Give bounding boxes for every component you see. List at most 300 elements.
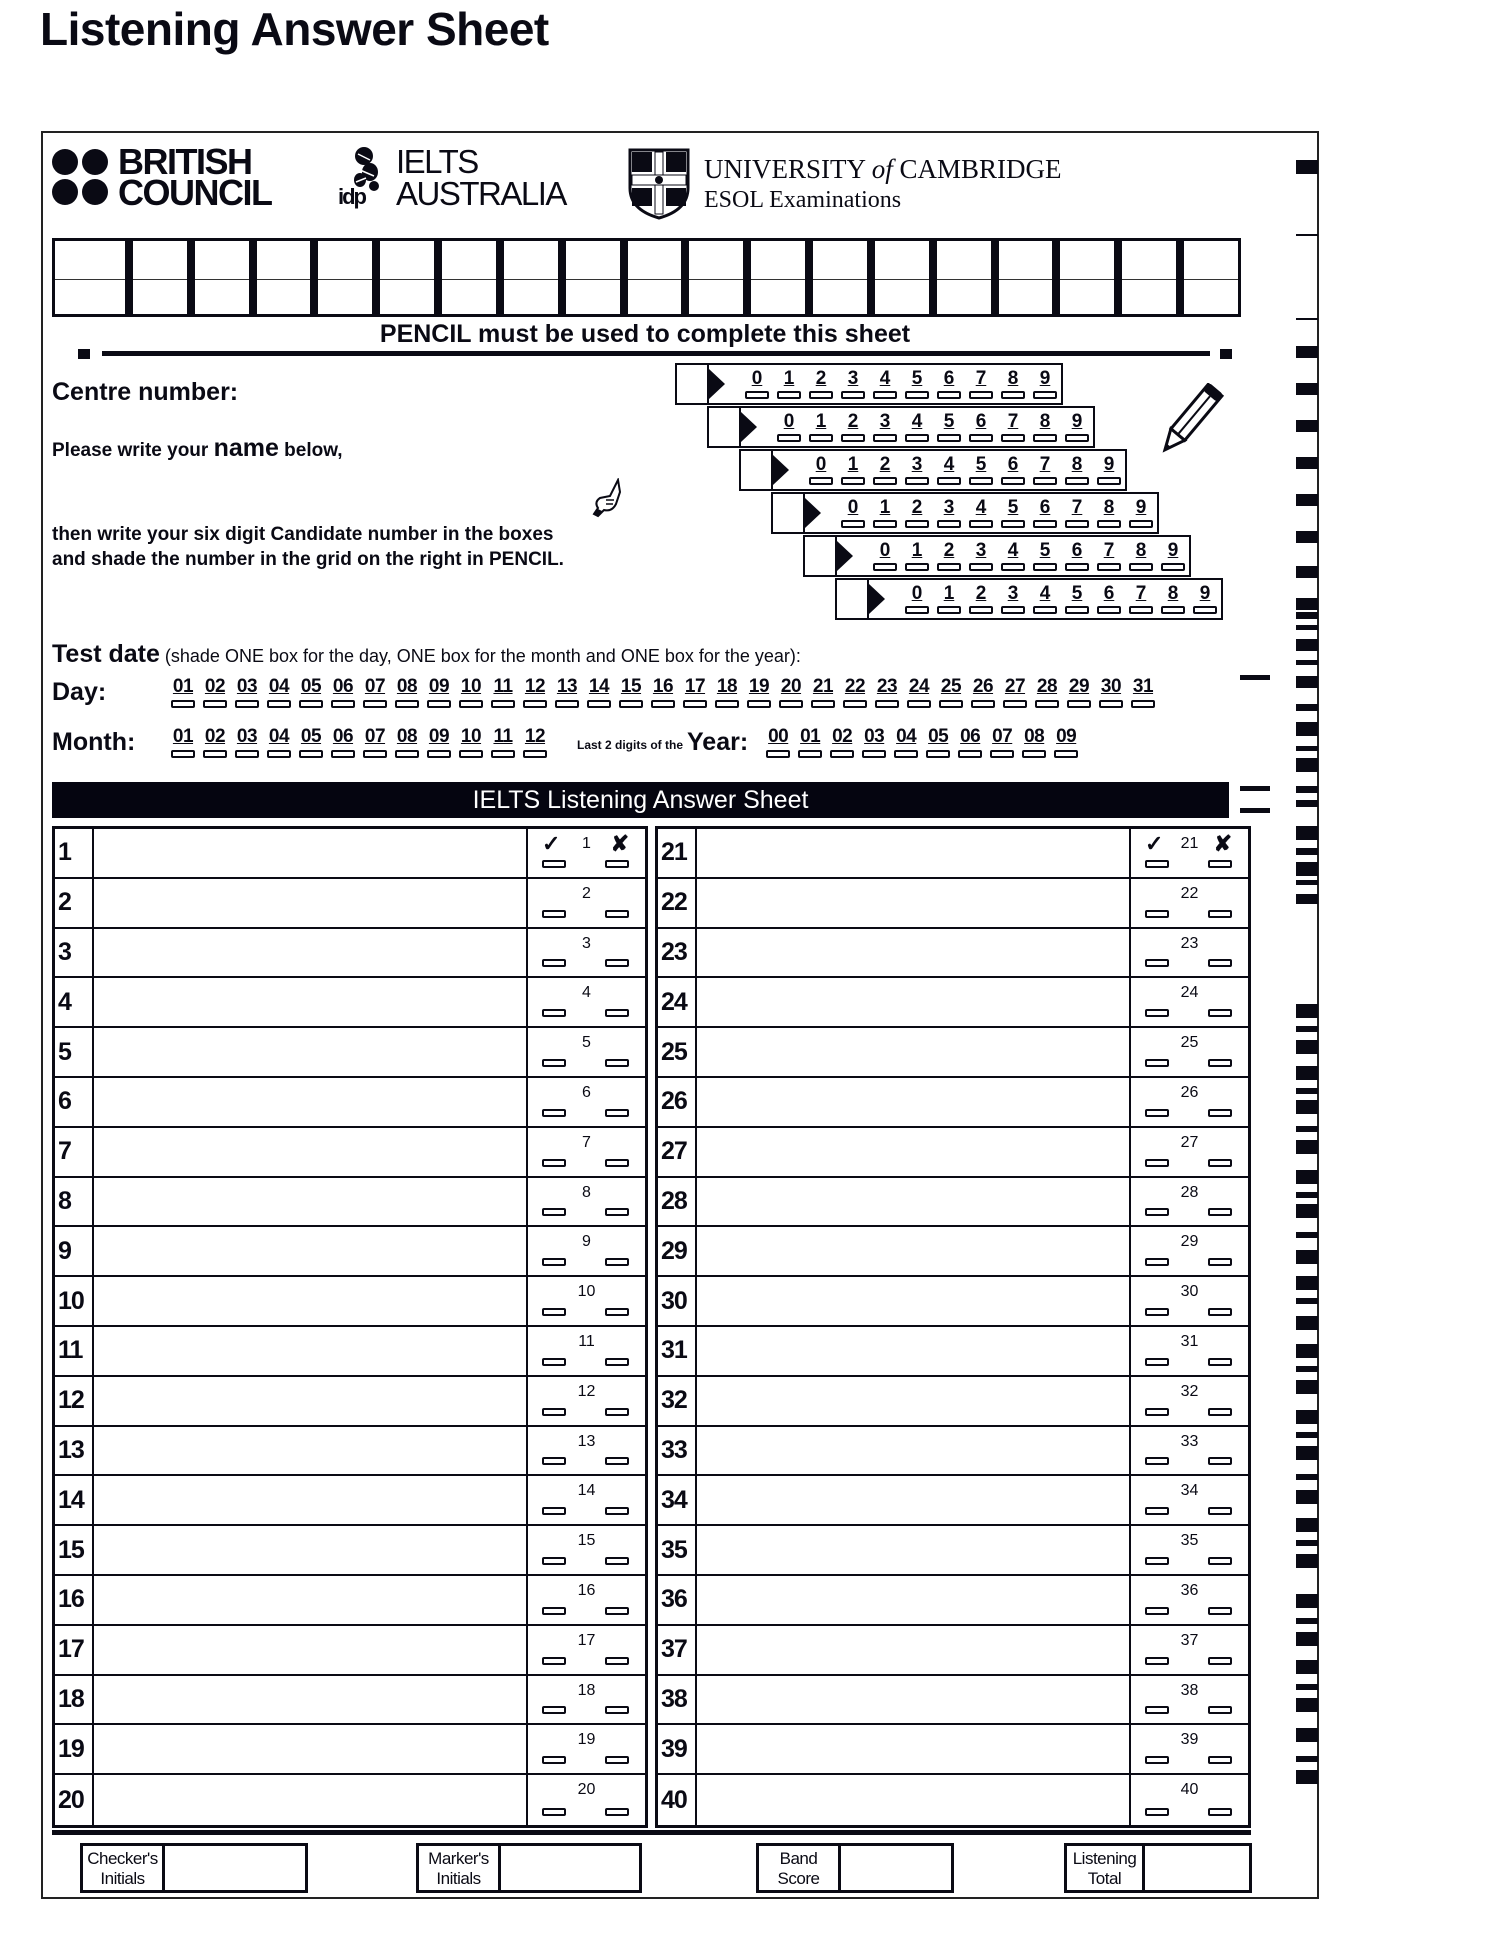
- name-letter-box[interactable]: [628, 241, 690, 314]
- incorrect-bubble[interactable]: [605, 1657, 629, 1665]
- shade-bubble[interactable]: [363, 750, 387, 758]
- correct-bubble[interactable]: [1145, 1756, 1169, 1764]
- day-option[interactable]: 02: [199, 676, 231, 708]
- shade-bubble[interactable]: [862, 750, 886, 758]
- answer-field[interactable]: [94, 929, 528, 977]
- day-option[interactable]: 30: [1095, 676, 1127, 708]
- shade-bubble[interactable]: [1097, 563, 1121, 571]
- answer-field[interactable]: [94, 1377, 528, 1425]
- shade-bubble[interactable]: [1067, 700, 1091, 708]
- shade-bubble[interactable]: [619, 700, 643, 708]
- shade-bubble[interactable]: [267, 700, 291, 708]
- candidate-digit-option[interactable]: 6: [1061, 537, 1093, 575]
- candidate-digit-option[interactable]: 9: [1125, 494, 1157, 532]
- day-option[interactable]: 01: [167, 676, 199, 708]
- shade-bubble[interactable]: [1129, 520, 1153, 528]
- incorrect-bubble[interactable]: [1208, 1009, 1232, 1017]
- incorrect-bubble[interactable]: [605, 1258, 629, 1266]
- shade-bubble[interactable]: [1129, 606, 1153, 614]
- shade-bubble[interactable]: [1161, 563, 1185, 571]
- candidate-digit-option[interactable]: 4: [869, 365, 901, 403]
- shade-bubble[interactable]: [875, 700, 899, 708]
- shade-bubble[interactable]: [873, 563, 897, 571]
- shade-bubble[interactable]: [171, 700, 195, 708]
- candidate-digit-option[interactable]: 5: [933, 408, 965, 446]
- candidate-digit-option[interactable]: 6: [965, 408, 997, 446]
- candidate-digit-option[interactable]: 7: [1125, 580, 1157, 618]
- shade-bubble[interactable]: [459, 700, 483, 708]
- digit-write-box[interactable]: [837, 580, 869, 618]
- incorrect-bubble[interactable]: [605, 1408, 629, 1416]
- correct-bubble[interactable]: [542, 1657, 566, 1665]
- shade-bubble[interactable]: [779, 700, 803, 708]
- year-option[interactable]: 03: [858, 726, 890, 758]
- shade-bubble[interactable]: [1065, 606, 1089, 614]
- incorrect-bubble[interactable]: [605, 1159, 629, 1167]
- name-letter-box[interactable]: [875, 241, 937, 314]
- incorrect-bubble[interactable]: [1208, 1507, 1232, 1515]
- answer-field[interactable]: [94, 1576, 528, 1624]
- candidate-digit-option[interactable]: 9: [1157, 537, 1189, 575]
- incorrect-bubble[interactable]: [605, 1808, 629, 1816]
- day-option[interactable]: 03: [231, 676, 263, 708]
- name-letter-box[interactable]: [380, 241, 442, 314]
- answer-field[interactable]: [94, 978, 528, 1026]
- candidate-digit-option[interactable]: 9: [1189, 580, 1221, 618]
- candidate-digit-option[interactable]: 2: [869, 451, 901, 489]
- candidate-digit-option[interactable]: 0: [837, 494, 869, 532]
- day-option[interactable]: 22: [839, 676, 871, 708]
- day-option[interactable]: 12: [519, 676, 551, 708]
- shade-bubble[interactable]: [1054, 750, 1078, 758]
- correct-bubble[interactable]: [1145, 1507, 1169, 1515]
- candidate-digit-option[interactable]: 3: [837, 365, 869, 403]
- correct-bubble[interactable]: [542, 1308, 566, 1316]
- shade-bubble[interactable]: [1001, 434, 1025, 442]
- correct-bubble[interactable]: [542, 1208, 566, 1216]
- footer-value-field[interactable]: [1145, 1846, 1249, 1890]
- day-option[interactable]: 11: [487, 676, 519, 708]
- shade-bubble[interactable]: [811, 700, 835, 708]
- candidate-digit-option[interactable]: 3: [869, 408, 901, 446]
- incorrect-bubble[interactable]: [1208, 1358, 1232, 1366]
- correct-bubble[interactable]: [542, 1557, 566, 1565]
- year-option[interactable]: 00: [762, 726, 794, 758]
- candidate-digit-option[interactable]: 1: [805, 408, 837, 446]
- name-letter-box[interactable]: [751, 241, 813, 314]
- shade-bubble[interactable]: [745, 391, 769, 399]
- candidate-digit-option[interactable]: 2: [805, 365, 837, 403]
- incorrect-bubble[interactable]: [1208, 1808, 1232, 1816]
- shade-bubble[interactable]: [203, 700, 227, 708]
- month-option[interactable]: 12: [519, 726, 551, 758]
- shade-bubble[interactable]: [235, 700, 259, 708]
- answer-field[interactable]: [697, 1327, 1131, 1375]
- shade-bubble[interactable]: [777, 391, 801, 399]
- name-letter-box[interactable]: [999, 241, 1061, 314]
- day-option[interactable]: 04: [263, 676, 295, 708]
- shade-bubble[interactable]: [990, 750, 1014, 758]
- shade-bubble[interactable]: [1001, 520, 1025, 528]
- answer-field[interactable]: [94, 1327, 528, 1375]
- incorrect-bubble[interactable]: [605, 1557, 629, 1565]
- candidate-digit-option[interactable]: 7: [965, 365, 997, 403]
- shade-bubble[interactable]: [651, 700, 675, 708]
- answer-field[interactable]: [697, 1526, 1131, 1574]
- shade-bubble[interactable]: [555, 700, 579, 708]
- month-option[interactable]: 10: [455, 726, 487, 758]
- day-option[interactable]: 26: [967, 676, 999, 708]
- incorrect-bubble[interactable]: [605, 1607, 629, 1615]
- incorrect-bubble[interactable]: [1208, 1706, 1232, 1714]
- correct-bubble[interactable]: [542, 1109, 566, 1117]
- shade-bubble[interactable]: [1097, 477, 1121, 485]
- year-option[interactable]: 05: [922, 726, 954, 758]
- answer-field[interactable]: [697, 1725, 1131, 1773]
- candidate-digit-option[interactable]: 5: [901, 365, 933, 403]
- name-letter-box[interactable]: [566, 241, 628, 314]
- shade-bubble[interactable]: [1022, 750, 1046, 758]
- shade-bubble[interactable]: [171, 750, 195, 758]
- answer-field[interactable]: [94, 879, 528, 927]
- shade-bubble[interactable]: [907, 700, 931, 708]
- answer-field[interactable]: [94, 1028, 528, 1076]
- day-option[interactable]: 27: [999, 676, 1031, 708]
- incorrect-bubble[interactable]: [1208, 1457, 1232, 1465]
- correct-bubble[interactable]: [1145, 1557, 1169, 1565]
- digit-write-box[interactable]: [773, 494, 805, 532]
- day-option[interactable]: 06: [327, 676, 359, 708]
- shade-bubble[interactable]: [715, 700, 739, 708]
- candidate-digit-option[interactable]: 3: [965, 537, 997, 575]
- digit-write-box[interactable]: [709, 408, 741, 446]
- correct-bubble[interactable]: [1145, 1706, 1169, 1714]
- correct-bubble[interactable]: [1145, 1059, 1169, 1067]
- candidate-digit-option[interactable]: 9: [1093, 451, 1125, 489]
- shade-bubble[interactable]: [747, 700, 771, 708]
- correct-bubble[interactable]: [542, 1756, 566, 1764]
- incorrect-bubble[interactable]: [1208, 1109, 1232, 1117]
- candidate-digit-option[interactable]: 7: [1029, 451, 1061, 489]
- shade-bubble[interactable]: [587, 700, 611, 708]
- shade-bubble[interactable]: [969, 520, 993, 528]
- day-option[interactable]: 09: [423, 676, 455, 708]
- year-option[interactable]: 07: [986, 726, 1018, 758]
- month-option[interactable]: 05: [295, 726, 327, 758]
- day-option[interactable]: 20: [775, 676, 807, 708]
- incorrect-bubble[interactable]: [605, 910, 629, 918]
- correct-bubble[interactable]: [542, 1808, 566, 1816]
- shade-bubble[interactable]: [809, 391, 833, 399]
- candidate-digit-option[interactable]: 1: [837, 451, 869, 489]
- footer-value-field[interactable]: [841, 1846, 951, 1890]
- incorrect-bubble[interactable]: [605, 1308, 629, 1316]
- day-option[interactable]: 18: [711, 676, 743, 708]
- footer-value-field[interactable]: [501, 1846, 639, 1890]
- name-letter-box[interactable]: [195, 241, 257, 314]
- incorrect-bubble[interactable]: [1208, 959, 1232, 967]
- name-letter-box[interactable]: [504, 241, 566, 314]
- footer-value-field[interactable]: [165, 1846, 305, 1890]
- shade-bubble[interactable]: [299, 750, 323, 758]
- correct-bubble[interactable]: [542, 959, 566, 967]
- answer-field[interactable]: [697, 1576, 1131, 1624]
- shade-bubble[interactable]: [1065, 563, 1089, 571]
- correct-bubble[interactable]: [1145, 1657, 1169, 1665]
- shade-bubble[interactable]: [491, 700, 515, 708]
- shade-bubble[interactable]: [937, 477, 961, 485]
- incorrect-bubble[interactable]: [605, 1059, 629, 1067]
- year-option[interactable]: 01: [794, 726, 826, 758]
- answer-field[interactable]: [94, 1427, 528, 1475]
- correct-bubble[interactable]: [1145, 1358, 1169, 1366]
- shade-bubble[interactable]: [841, 434, 865, 442]
- answer-field[interactable]: [697, 879, 1131, 927]
- candidate-digit-option[interactable]: 6: [1029, 494, 1061, 532]
- candidate-digit-option[interactable]: 4: [933, 451, 965, 489]
- correct-bubble[interactable]: [542, 1159, 566, 1167]
- candidate-digit-option[interactable]: 3: [901, 451, 933, 489]
- incorrect-bubble[interactable]: [1208, 1258, 1232, 1266]
- day-option[interactable]: 25: [935, 676, 967, 708]
- incorrect-bubble[interactable]: [1208, 1408, 1232, 1416]
- candidate-digit-option[interactable]: 4: [997, 537, 1029, 575]
- shade-bubble[interactable]: [969, 563, 993, 571]
- candidate-digit-option[interactable]: 9: [1029, 365, 1061, 403]
- candidate-digit-option[interactable]: 6: [933, 365, 965, 403]
- shade-bubble[interactable]: [683, 700, 707, 708]
- shade-bubble[interactable]: [1033, 477, 1057, 485]
- shade-bubble[interactable]: [939, 700, 963, 708]
- shade-bubble[interactable]: [905, 477, 929, 485]
- correct-bubble[interactable]: [1145, 1308, 1169, 1316]
- answer-field[interactable]: [697, 1128, 1131, 1176]
- shade-bubble[interactable]: [937, 520, 961, 528]
- candidate-digit-option[interactable]: 5: [997, 494, 1029, 532]
- shade-bubble[interactable]: [809, 477, 833, 485]
- correct-bubble[interactable]: [1145, 959, 1169, 967]
- shade-bubble[interactable]: [843, 700, 867, 708]
- shade-bubble[interactable]: [427, 700, 451, 708]
- shade-bubble[interactable]: [958, 750, 982, 758]
- day-option[interactable]: 10: [455, 676, 487, 708]
- shade-bubble[interactable]: [1065, 477, 1089, 485]
- correct-bubble[interactable]: [1145, 1159, 1169, 1167]
- shade-bubble[interactable]: [809, 434, 833, 442]
- shade-bubble[interactable]: [523, 750, 547, 758]
- day-option[interactable]: 29: [1063, 676, 1095, 708]
- name-letter-box[interactable]: [1060, 241, 1122, 314]
- shade-bubble[interactable]: [1033, 563, 1057, 571]
- shade-bubble[interactable]: [1001, 477, 1025, 485]
- correct-bubble[interactable]: [542, 1009, 566, 1017]
- digit-write-box[interactable]: [677, 365, 709, 403]
- shade-bubble[interactable]: [766, 750, 790, 758]
- shade-bubble[interactable]: [491, 750, 515, 758]
- correct-bubble[interactable]: [542, 1059, 566, 1067]
- correct-bubble[interactable]: [1145, 910, 1169, 918]
- month-option[interactable]: 06: [327, 726, 359, 758]
- month-option[interactable]: 07: [359, 726, 391, 758]
- shade-bubble[interactable]: [1033, 391, 1057, 399]
- shade-bubble[interactable]: [235, 750, 259, 758]
- incorrect-bubble[interactable]: [1208, 1657, 1232, 1665]
- answer-field[interactable]: [697, 1227, 1131, 1275]
- day-option[interactable]: 21: [807, 676, 839, 708]
- candidate-digit-option[interactable]: 4: [1029, 580, 1061, 618]
- candidate-digit-option[interactable]: 2: [933, 537, 965, 575]
- answer-field[interactable]: [697, 1476, 1131, 1524]
- shade-bubble[interactable]: [1035, 700, 1059, 708]
- day-option[interactable]: 15: [615, 676, 647, 708]
- digit-write-box[interactable]: [805, 537, 837, 575]
- shade-bubble[interactable]: [1065, 434, 1089, 442]
- day-option[interactable]: 28: [1031, 676, 1063, 708]
- month-option[interactable]: 03: [231, 726, 263, 758]
- shade-bubble[interactable]: [1001, 391, 1025, 399]
- day-option[interactable]: 17: [679, 676, 711, 708]
- candidate-digit-option[interactable]: 1: [933, 580, 965, 618]
- correct-bubble[interactable]: [1145, 860, 1169, 868]
- candidate-digit-option[interactable]: 5: [1029, 537, 1061, 575]
- day-option[interactable]: 08: [391, 676, 423, 708]
- candidate-digit-option[interactable]: 0: [773, 408, 805, 446]
- candidate-digit-option[interactable]: 4: [965, 494, 997, 532]
- month-option[interactable]: 01: [167, 726, 199, 758]
- shade-bubble[interactable]: [798, 750, 822, 758]
- candidate-digit-option[interactable]: 3: [997, 580, 1029, 618]
- shade-bubble[interactable]: [331, 750, 355, 758]
- day-option[interactable]: 05: [295, 676, 327, 708]
- shade-bubble[interactable]: [395, 700, 419, 708]
- candidate-digit-option[interactable]: 1: [773, 365, 805, 403]
- shade-bubble[interactable]: [873, 391, 897, 399]
- candidate-digit-option[interactable]: 2: [901, 494, 933, 532]
- incorrect-bubble[interactable]: [1208, 1059, 1232, 1067]
- correct-bubble[interactable]: [542, 1706, 566, 1714]
- candidate-digit-option[interactable]: 0: [805, 451, 837, 489]
- shade-bubble[interactable]: [427, 750, 451, 758]
- year-option[interactable]: 06: [954, 726, 986, 758]
- candidate-digit-option[interactable]: 2: [837, 408, 869, 446]
- year-option[interactable]: 04: [890, 726, 922, 758]
- shade-bubble[interactable]: [969, 434, 993, 442]
- shade-bubble[interactable]: [203, 750, 227, 758]
- candidate-digit-option[interactable]: 0: [869, 537, 901, 575]
- answer-field[interactable]: [697, 1178, 1131, 1226]
- correct-bubble[interactable]: [1145, 1457, 1169, 1465]
- name-letter-box[interactable]: [1122, 241, 1184, 314]
- shade-bubble[interactable]: [1099, 700, 1123, 708]
- shade-bubble[interactable]: [926, 750, 950, 758]
- answer-field[interactable]: [697, 1427, 1131, 1475]
- day-option[interactable]: 31: [1127, 676, 1159, 708]
- answer-field[interactable]: [94, 829, 528, 877]
- answer-field[interactable]: [94, 1526, 528, 1574]
- shade-bubble[interactable]: [969, 477, 993, 485]
- shade-bubble[interactable]: [1001, 606, 1025, 614]
- answer-field[interactable]: [697, 1775, 1131, 1825]
- shade-bubble[interactable]: [969, 391, 993, 399]
- answer-field[interactable]: [94, 1676, 528, 1724]
- candidate-digit-option[interactable]: 8: [1093, 494, 1125, 532]
- answer-field[interactable]: [697, 1277, 1131, 1325]
- candidate-digit-option[interactable]: 7: [1093, 537, 1125, 575]
- shade-bubble[interactable]: [894, 750, 918, 758]
- shade-bubble[interactable]: [873, 477, 897, 485]
- answer-field[interactable]: [94, 1078, 528, 1126]
- year-option[interactable]: 08: [1018, 726, 1050, 758]
- month-option[interactable]: 08: [391, 726, 423, 758]
- shade-bubble[interactable]: [1097, 520, 1121, 528]
- answer-field[interactable]: [94, 1128, 528, 1176]
- candidate-digit-option[interactable]: 8: [1029, 408, 1061, 446]
- shade-bubble[interactable]: [873, 434, 897, 442]
- correct-bubble[interactable]: [542, 1457, 566, 1465]
- candidate-digit-option[interactable]: 8: [997, 365, 1029, 403]
- month-option[interactable]: 02: [199, 726, 231, 758]
- shade-bubble[interactable]: [841, 477, 865, 485]
- day-option[interactable]: 24: [903, 676, 935, 708]
- candidate-digit-option[interactable]: 0: [901, 580, 933, 618]
- shade-bubble[interactable]: [905, 563, 929, 571]
- incorrect-bubble[interactable]: [605, 1109, 629, 1117]
- candidate-digit-option[interactable]: 8: [1157, 580, 1189, 618]
- candidate-digit-option[interactable]: 8: [1125, 537, 1157, 575]
- shade-bubble[interactable]: [937, 606, 961, 614]
- answer-field[interactable]: [697, 1028, 1131, 1076]
- day-option[interactable]: 19: [743, 676, 775, 708]
- answer-field[interactable]: [697, 929, 1131, 977]
- correct-bubble[interactable]: [542, 1258, 566, 1266]
- shade-bubble[interactable]: [841, 520, 865, 528]
- name-letter-box[interactable]: [442, 241, 504, 314]
- name-letter-box[interactable]: [937, 241, 999, 314]
- shade-bubble[interactable]: [1065, 520, 1089, 528]
- correct-bubble[interactable]: [542, 1507, 566, 1515]
- answer-field[interactable]: [697, 1377, 1131, 1425]
- name-letter-box[interactable]: [55, 241, 133, 314]
- incorrect-bubble[interactable]: [1208, 910, 1232, 918]
- correct-bubble[interactable]: [542, 1408, 566, 1416]
- candidate-digit-option[interactable]: 1: [901, 537, 933, 575]
- month-option[interactable]: 04: [263, 726, 295, 758]
- incorrect-bubble[interactable]: [1208, 1607, 1232, 1615]
- name-letter-box[interactable]: [689, 241, 751, 314]
- incorrect-bubble[interactable]: [1208, 1557, 1232, 1565]
- candidate-digit-option[interactable]: 1: [869, 494, 901, 532]
- day-option[interactable]: 13: [551, 676, 583, 708]
- incorrect-bubble[interactable]: [605, 1358, 629, 1366]
- answer-field[interactable]: [94, 1227, 528, 1275]
- correct-bubble[interactable]: [1145, 1109, 1169, 1117]
- incorrect-bubble[interactable]: [1208, 1159, 1232, 1167]
- day-option[interactable]: 14: [583, 676, 615, 708]
- shade-bubble[interactable]: [830, 750, 854, 758]
- shade-bubble[interactable]: [331, 700, 355, 708]
- candidate-digit-option[interactable]: 5: [965, 451, 997, 489]
- shade-bubble[interactable]: [905, 606, 929, 614]
- candidate-digit-option[interactable]: 6: [1093, 580, 1125, 618]
- year-option[interactable]: 09: [1050, 726, 1082, 758]
- candidate-digit-option[interactable]: 6: [997, 451, 1029, 489]
- incorrect-bubble[interactable]: [605, 1457, 629, 1465]
- answer-field[interactable]: [697, 829, 1131, 877]
- incorrect-bubble[interactable]: [1208, 1756, 1232, 1764]
- day-option[interactable]: 23: [871, 676, 903, 708]
- incorrect-bubble[interactable]: [1208, 1308, 1232, 1316]
- shade-bubble[interactable]: [299, 700, 323, 708]
